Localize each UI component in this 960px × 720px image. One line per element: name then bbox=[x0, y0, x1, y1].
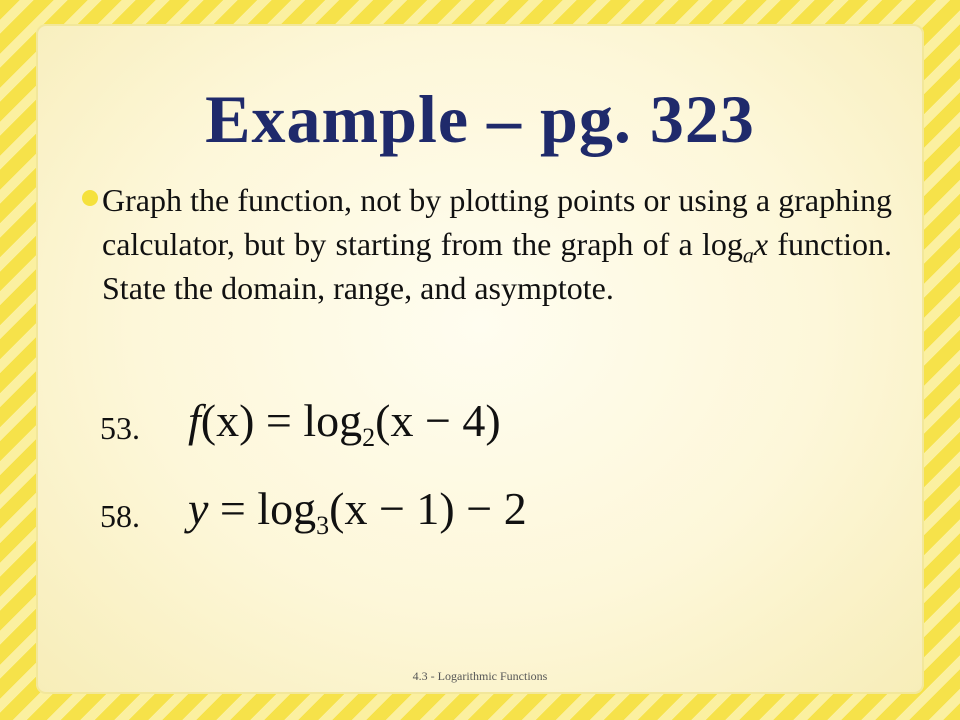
eq-arg: (x − 4) bbox=[375, 395, 501, 446]
eq-lhs: f bbox=[188, 395, 201, 446]
eq-base: 2 bbox=[362, 423, 376, 453]
log-base-subscript: a bbox=[742, 242, 754, 268]
log-variable: x bbox=[753, 226, 769, 262]
problem-number: 58. bbox=[100, 498, 140, 534]
eq-arg: (x − 1) bbox=[329, 483, 455, 534]
instruction-text-2: function. State the domain, range, and asymptote. bbox=[102, 226, 893, 306]
equation bbox=[188, 394, 501, 453]
bullet-icon bbox=[82, 190, 98, 206]
instruction-paragraph bbox=[102, 178, 892, 310]
eq-log: = log bbox=[254, 395, 363, 446]
equation bbox=[188, 482, 527, 541]
slide-title: Example – pg. 323 bbox=[205, 81, 755, 157]
eq-lhs-arg: (x) bbox=[200, 395, 255, 446]
instruction-text-1: Graph the function, not by plotting points or using a graphing calculator, but by starting from the graph of a log bbox=[102, 182, 892, 262]
eq-lhs: y bbox=[188, 483, 209, 534]
slide-footer: 4.3 - Logarithmic Functions bbox=[412, 669, 548, 683]
eq-tail: − 2 bbox=[454, 483, 527, 534]
problem-number: 53. bbox=[100, 410, 140, 446]
slide-panel bbox=[36, 24, 924, 694]
eq-log: = log bbox=[208, 483, 317, 534]
eq-base: 3 bbox=[316, 511, 330, 541]
